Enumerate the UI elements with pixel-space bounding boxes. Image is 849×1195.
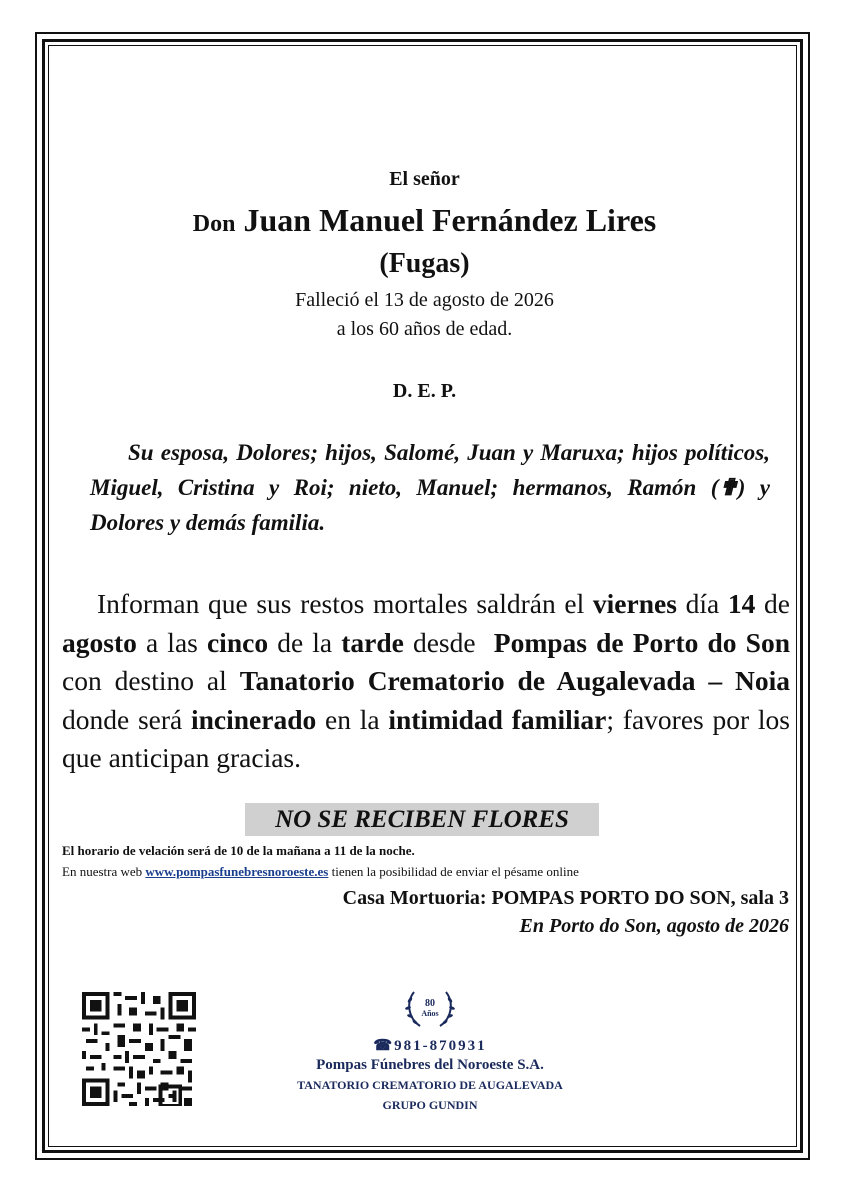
visiting-hours: El horario de velación será de 10 de la mañana a 11 de la noche. [62,843,415,858]
family-text [90,435,770,540]
name-main: Juan Manuel Fernández Lires [243,202,657,238]
anniversary-emblem [400,984,460,1034]
info-text: a las [136,626,207,658]
info-text: Informan que sus restos mortales saldrán el [97,588,593,619]
info-bold: agosto [62,626,137,658]
death-date: Falleció el 13 de agosto de 2026 [295,289,554,311]
info-bold: Pompas de Porto do Son [493,626,790,658]
info-text: día [676,588,728,619]
info-text: con destino al [62,665,240,696]
info-bold: 14 [727,588,756,619]
info-bold: intimidad familiar [388,703,607,735]
info-bold: incinerado [190,703,317,735]
dep-text: D. E. P. [392,380,457,402]
web-prefix: En nuestra web [62,864,146,879]
phone-number[interactable]: ☎981-870931 [373,1038,487,1054]
emblem-word: Años [421,1009,439,1018]
crematorium-name: TANATORIO CREMATORIO DE AUGALEVADA [297,1078,563,1092]
ceremony-info [62,585,790,778]
info-text: desde [403,626,494,658]
info-bold: tarde [341,626,404,658]
death-age: a los 60 años de edad. [336,318,513,340]
info-text: donde será [62,703,191,735]
info-bold: cinco [206,626,269,658]
company-name: Pompas Fúnebres del Noroeste S.A. [316,1057,544,1073]
no-flowers-banner: NO SE RECIBEN FLORES [245,803,599,836]
web-suffix: tienen la posibilidad de enviar el pésame online [328,864,579,879]
info-bold: Tanatorio Crematorio de Augalevada – Noia [239,665,790,696]
cross-icon: ✟ [718,475,738,500]
death-info [62,286,787,344]
intro-text: El señor [389,168,460,190]
info-text: en la [316,703,389,735]
name-prefix: Don [192,211,236,237]
nickname: (Fugas) [379,248,470,279]
deceased-name [62,202,787,239]
family-part1: Su esposa, Dolores; hijos, Salomé, Juan y Maruxa; hijos políticos, Miguel, Cristina y Roi; nieto, Manuel; hermanos, Ramón ( [90,440,770,500]
funeral-home: Casa Mortuoria: POMPAS PORTO DO SON, sala 3 [342,887,789,909]
web-notice [62,864,579,880]
emblem-number: 80 [425,998,435,1009]
qr-code-icon[interactable] [82,992,196,1106]
info-text: de [755,588,790,619]
info-text: ; favores por los que anticipan gracias. [62,703,790,773]
group-name: GRUPO GUNDIN [382,1098,478,1112]
info-text: de la [268,626,342,658]
info-bold: viernes [592,588,677,619]
place-date: En Porto do Son, agosto de 2026 [519,915,789,937]
website-link[interactable]: www.pompasfunebresnoroeste.es [145,864,329,879]
family-part2: ) y Dolores y demás familia. [90,475,770,535]
